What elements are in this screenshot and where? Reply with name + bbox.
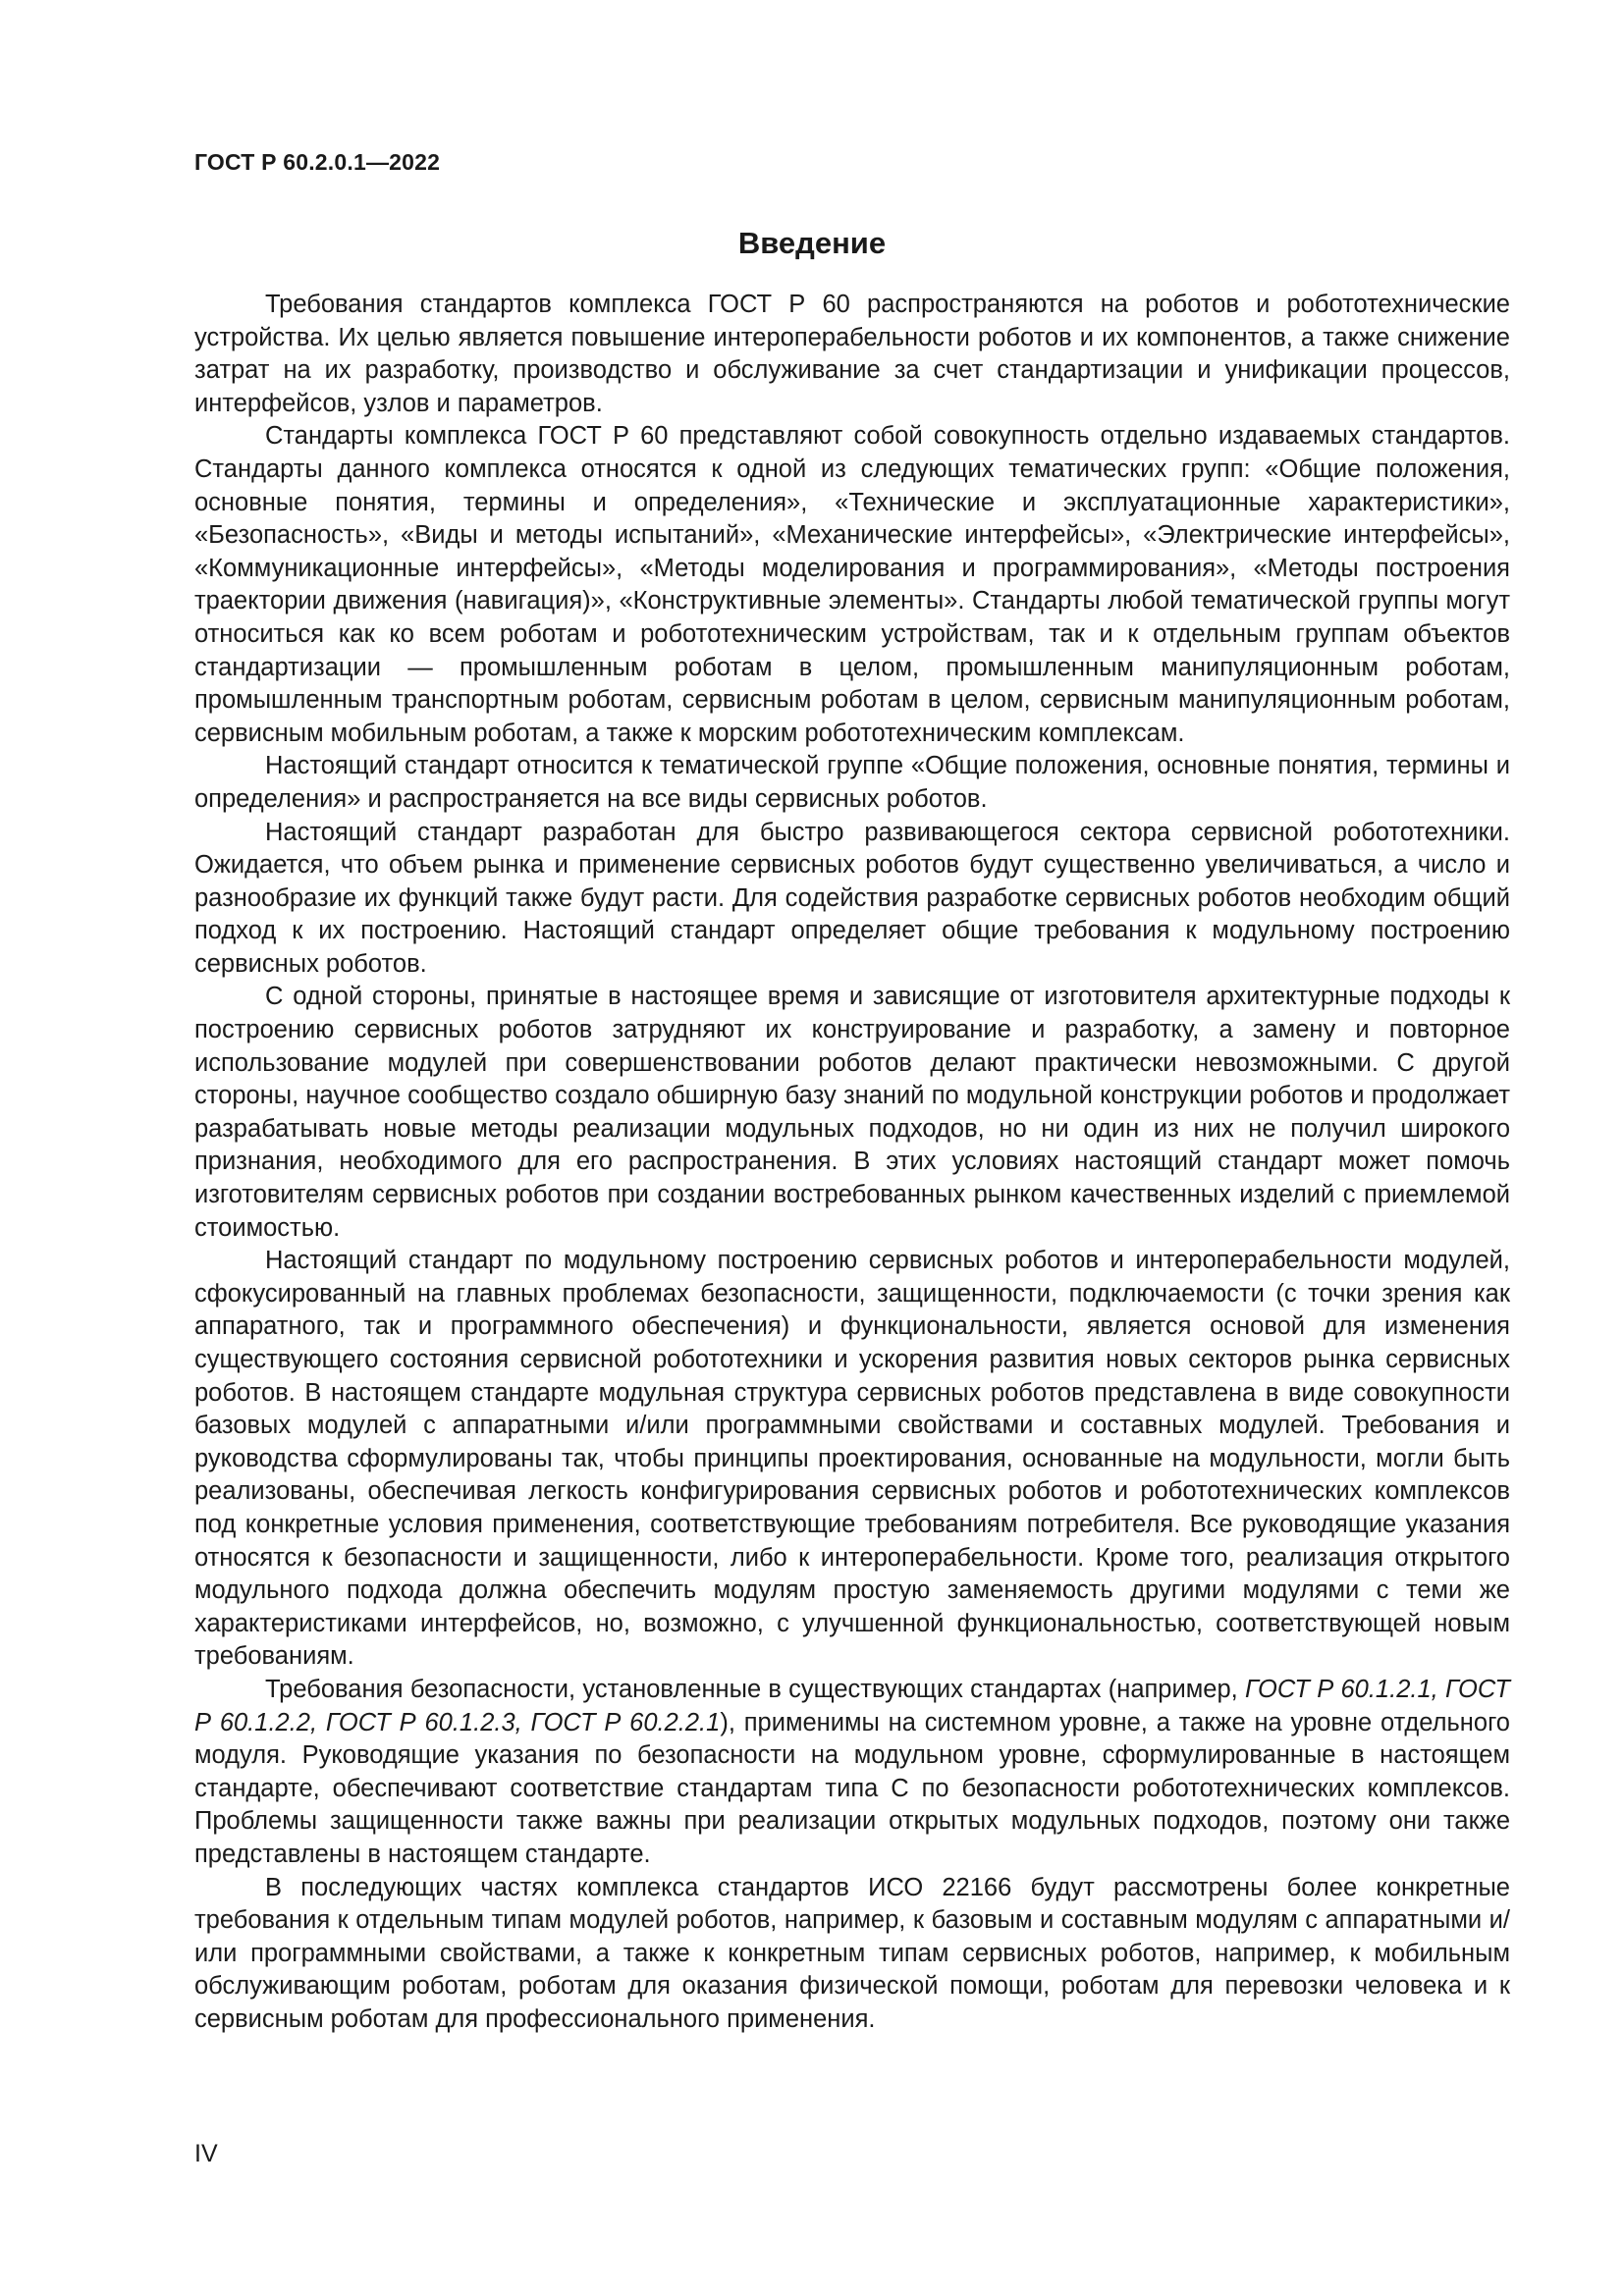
page-title: Введение	[737, 226, 887, 260]
safety-standard-references: ГОСТ Р 60.1.2.1, ГОСТ Р 60.1.2.2, ГОСТ Р 60.1.2.3, ГОСТ Р 60.2.2.1	[194, 1675, 1510, 1736]
paragraph-safety	[194, 1674, 1510, 1872]
safety-text-before: Требования безопасности, установленные в существующих стандартах (например,	[265, 1675, 1245, 1703]
safety-text-after: ), применимы на системном уровне, а также на уровне отдельного модуля. Руководящие указания по безопасности на модульном уровне, сформулированные в настоящем стандарте, обеспечивают соответствие стандартам типа С по безопасности робототехнических комплексов. Проблемы защищенности также важны при реализации открытых модульных подходов, поэтому они также представлены в настоящем стандарте.	[194, 1708, 1510, 1868]
paragraph-thematic-groups: Стандарты комплекса ГОСТ Р 60 представляют собой совокупность отдельно издаваемых стандартов. Стандарты данного комплекса относятся к одной из следующих тематических групп: «Общие положения, основные понятия, термины и определения», «Технические и эксплуатационные характеристики», «Безопасность», «Виды и методы испытаний», «Механические интерфейсы», «Электрические интерфейсы», «Коммуникационные интерфейсы», «Методы моделирования и программирования», «Методы построения траектории движения (навигация)», «Конструктивные элементы». Стандарты любой тематической группы могут относиться как ко всем роботам и робототехническим устройствам, так и к отдельным группам объектов стандартизации — промышленным роботам в целом, промышленным манипуляционным роботам, промышленным транспортным роботам, сервисным роботам в целом, сервисным манипуляционным роботам, сервисным мобильным роботам, а также к морским робототехническим комплексам.	[194, 422, 1510, 747]
paragraph-standard-group: Настоящий стандарт относится к тематической группе «Общие положения, основные понятия, термины и определения» и распространяется на все виды сервисных роботов.	[194, 752, 1510, 813]
document-body	[194, 289, 1510, 2036]
page-number: IV	[194, 2140, 218, 2167]
paragraph-context: С одной стороны, принятые в настоящее время и зависящие от изготовителя архитектурные подходы к построению сервисных роботов затрудняют их конструирование и разработку, а замену и повторное использование модулей при совершенствовании роботов делают практически невозможными. С другой стороны, научное сообщество создало обширную базу знаний по модульной конструкции роботов и продолжает разрабатывать новые методы реализации модульных подходов, но ни один из них не получил широкого признания, необходимого для его распространения. В этих условиях настоящий стандарт может помочь изготовителям сервисных роботов при создании востребованных рынком качественных изделий с приемлемой стоимостью.	[194, 983, 1510, 1242]
paragraph-purpose: Настоящий стандарт разработан для быстро развивающегося сектора сервисной робототехники. Ожидается, что объем рынка и применение сервисных роботов будут существенно увеличиваться, а число и разнообразие их функций также будут расти. Для содействия разработке сервисных роботов необходим общий подход к их построению. Настоящий стандарт определяет общие требования к модульному построению сервисных роботов.	[194, 818, 1510, 978]
paragraph-scope: Требования стандартов комплекса ГОСТ Р 60 распространяются на роботов и робототехнические устройства. Их целью является повышение интероперабельности роботов и их компонентов, а также снижение затрат на их разработку, производство и обслуживание за счет стандартизации и унификации процессов, интерфейсов, узлов и параметров.	[194, 291, 1510, 417]
document-standard-id: ГОСТ Р 60.2.0.1—2022	[194, 149, 441, 175]
paragraph-modularity: Настоящий стандарт по модульному построению сервисных роботов и интероперабельности модулей, сфокусированный на главных проблемах безопасности, защищенности, подключаемости (с точки зрения как аппаратного, так и программного обеспечения) и функциональности, является основой для изменения существующего состояния сервисной робототехники и ускорения развития новых секторов рынка сервисных роботов. В настоящем стандарте модульная структура сервисных роботов представлена в виде совокупности базовых модулей с аппаратными и/или программными свойствами и составных модулей. Требования и руководства сформулированы так, чтобы принципы проектирования, основанные на модульности, могли быть реализованы, обеспечивая легкость конфигурирования сервисных роботов и робототехнических комплексов под конкретные условия применения, соответствующие требованиям потребителя. Все руководящие указания относятся к безопасности и защищенности, либо к интероперабельности. Кроме того, реализация открытого модульного подхода должна обеспечить модулям простую заменяемость другими модулями с теми же характеристиками интерфейсов, но, возможно, с улучшенной функциональностью, соответствующей новым требованиям.	[194, 1247, 1510, 1671]
paragraph-future-parts: В последующих частях комплекса стандартов ИСО 22166 будут рассмотрены более конкретные требования к отдельным типам модулей роботов, например, к базовым и составным модулям с аппаратными и/или программными свойствами, а также к конкретным типам сервисных роботов, например, к мобильным обслуживающим роботам, роботам для оказания физической помощи, роботам для перевозки человека и к сервисным роботам для профессионального применения.	[194, 1873, 1510, 2033]
